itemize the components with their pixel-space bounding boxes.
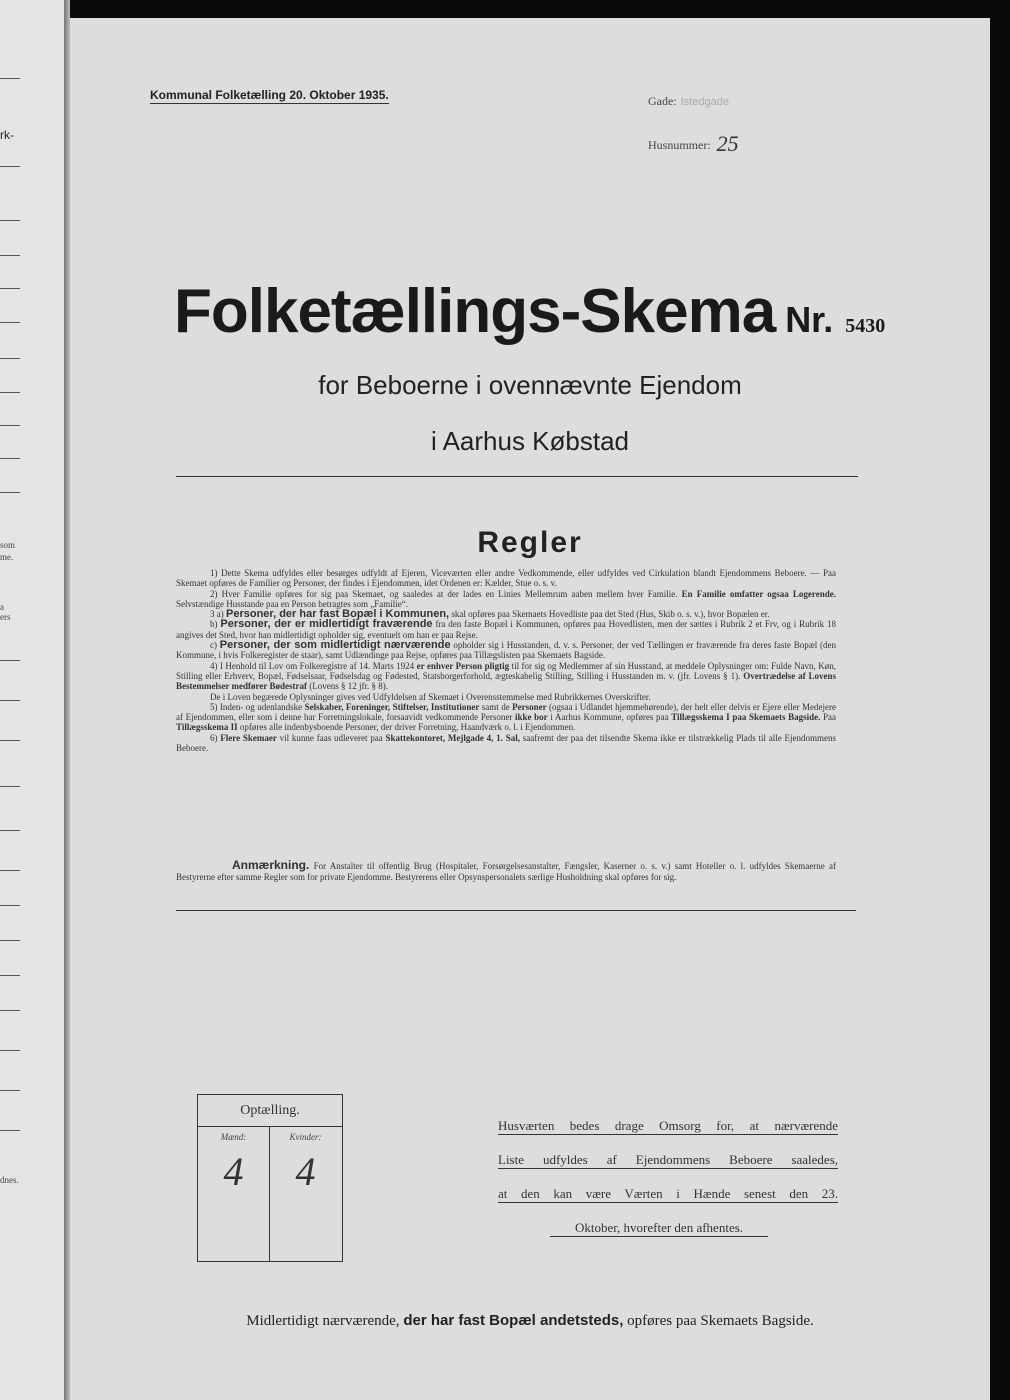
- rule-text: (Lovens § 12 jfr. § 8).: [309, 681, 388, 692]
- rule-1: 1) Dette Skema udfyldes eller besørges udfyldt af Ejeren, Viceværten eller andre Vedkommende, eller udfyldes ved Cirkulation blandt Ejendommens Beboere. — Paa Skemaet opføres de Familier og Personer, der findes i Ejendommen, idet Ordenen er: Kælder, Stue o. s. v.: [176, 568, 836, 589]
- left-page-rule: [0, 660, 20, 661]
- rules-text: [176, 568, 836, 753]
- maend-column: [198, 1126, 270, 1261]
- left-page-rule: [0, 392, 20, 393]
- nr-label: Nr.: [785, 299, 834, 340]
- rule-heading: Personer, der som midlertidigt nærværende: [219, 639, 451, 652]
- footer-text: Midlertidigt nærværende,: [246, 1313, 400, 1329]
- optaelling-box: [197, 1094, 343, 1262]
- left-page-rule: [0, 78, 20, 79]
- left-page-rule: [0, 870, 20, 871]
- rule-bold: Overtrædelse af Lovens Bestemmelser medfører Bødestraf: [176, 670, 837, 692]
- rule-text: i Aarhus Kommune, opføres paa: [550, 712, 669, 723]
- rule-num: 3 a): [210, 609, 224, 620]
- rule-bold: En Familie omfatter ogsaa Logerende.: [681, 588, 836, 599]
- left-page-rule: [0, 940, 20, 941]
- left-page-rule: [0, 700, 20, 701]
- husnummer-value: 25: [716, 131, 739, 156]
- rule-2: [176, 589, 836, 610]
- page-title: [174, 276, 885, 347]
- rule-bold: Flere Skemaer: [220, 732, 277, 743]
- rule-bold: Tillægsskema I paa Skemaets Bagside.: [671, 712, 821, 723]
- rule-text: opholder sig i Husstanden, d. v. s. Personer, der ved Tællingen er fraværende fra deres faste Bopæl (den Kommune, i hvis Folkeregister de staar), samt Udlændinge paa Rejse, opføres paa Tillægslisten paa Skemaets Bagside.: [176, 640, 836, 661]
- regler-heading: Regler: [477, 526, 583, 559]
- rule-bold: Skattekontoret, Mejlgade 4, 1. Sal,: [385, 732, 520, 743]
- notice-line: Liste udfyldes af Ejendommens Beboere saaledes,: [498, 1152, 838, 1167]
- rule-4: [176, 661, 836, 692]
- kvinder-column: [270, 1126, 341, 1261]
- notice-line: Husværten bedes drage Omsorg for, at nærværende: [498, 1118, 838, 1133]
- rule-text: til for sig og Medlemmer af sin Husstand, at meddele Oplysninger om: Fulde Navn, Køn, Stilling eller Erhverv, Bopæl, Fødselsaar, Fødselsdag og Fødested, Statsborgerforhold, ægteskabelig Stilling, Stilling i Husstanden m. v. (jfr. Lovens § 1).: [176, 660, 837, 681]
- left-page-rule: [0, 288, 20, 289]
- rule-text: samt de: [481, 701, 510, 712]
- kvinder-label: Kvinder:: [289, 1132, 322, 1142]
- husnummer-label: Husnummer:: [648, 138, 711, 152]
- rule-bold: Personer: [512, 701, 547, 712]
- rule-text: 4) I Henhold til Lov om Folkeregistre af 14. Marts 1924: [210, 660, 415, 671]
- left-page-text: me.: [0, 552, 14, 562]
- rule-bold: ikke bor: [514, 712, 548, 723]
- rule-3b: [176, 619, 836, 640]
- optaelling-title: Optælling.: [198, 1095, 342, 1127]
- rule-5: [176, 702, 836, 733]
- rule-3c: [176, 640, 836, 661]
- left-page-rule: [0, 166, 20, 167]
- rule-text: opføres alle indenbysboende Personer, der driver Forretning, Haandværk o. l. i Ejendommen.: [239, 722, 576, 733]
- husnummer-row: [648, 131, 739, 157]
- left-page-rule: [0, 975, 20, 976]
- left-page-rule: [0, 1090, 20, 1091]
- rule-text: fra den faste Bopæl i Kommunen, opføres paa Hovedlisten, men der sættes i Rubrik 2 et Frv, og i Rubrik 18 angives det Sted, hvor han midlertidigt opholder sig, eventuelt om han er paa Rejse.: [176, 619, 837, 640]
- gade-label: Gade:: [648, 94, 677, 108]
- subtitle-line-1: for Beboerne i ovennævnte Ejendom: [318, 370, 742, 400]
- left-page-rule: [0, 458, 20, 459]
- left-page-rule: [0, 740, 20, 741]
- left-page-rule: [0, 255, 20, 256]
- rule-text: Paa: [823, 712, 836, 723]
- footer-bold: der har fast Bopæl andetsteds,: [403, 1312, 624, 1329]
- title-text: Folketællings-Skema: [174, 277, 776, 346]
- census-title: Kommunal Folketælling 20. Oktober 1935.: [150, 88, 389, 102]
- anmaerkning: [176, 860, 836, 882]
- left-page-rule: [0, 1050, 20, 1051]
- rule-bold: Selskaber, Foreninger, Stiftelser, Institutioner: [304, 701, 480, 712]
- left-page-rule: [0, 322, 20, 323]
- subtitle-line-2: i Aarhus Købstad: [431, 426, 629, 456]
- maend-count: 4: [223, 1149, 244, 1194]
- left-page-rule: [0, 492, 20, 493]
- nr-value: 5430: [845, 315, 886, 337]
- left-page-rule: [0, 830, 20, 831]
- rule-text: (ogsaa i Udlandet hjemmehørende), der helt eller delvis er Ejere eller Medejere af Ejendommen, eller som i denne har Forretningslokale, forsaavidt vedkommende Personer: [176, 701, 837, 723]
- left-page-rule: [0, 786, 20, 787]
- rule-bold: er enhver Person pligtig: [416, 660, 510, 671]
- rule-text: vil kunne faas udleveret paa: [279, 732, 383, 743]
- gade-row: [648, 94, 729, 109]
- rule-num: 6): [210, 732, 218, 743]
- rule-text: 5) Inden- og udenlandske: [210, 701, 303, 712]
- left-page-rule: [0, 358, 20, 359]
- notice-line: at den kan være Værten i Hænde senest den 23.: [498, 1186, 838, 1201]
- divider: [176, 476, 858, 477]
- rule-bold: Tillægsskema II: [176, 722, 238, 733]
- rule-num: b): [210, 619, 218, 630]
- left-page-text: rk-: [0, 128, 14, 142]
- left-page-rule: [0, 425, 20, 426]
- maend-label: Mænd:: [220, 1132, 247, 1142]
- census-form-page: [70, 18, 990, 1400]
- left-page-rule: [0, 905, 20, 906]
- left-page-rule: [0, 1010, 20, 1011]
- left-page-text: ers: [0, 612, 11, 622]
- rule-num: c): [210, 640, 217, 651]
- left-page-text: som: [0, 540, 16, 550]
- anmaerkning-paragraph: [176, 860, 836, 882]
- rule-heading: Personer, der er midlertidigt fraværende: [220, 618, 433, 631]
- left-page-fragment: [0, 0, 64, 1400]
- left-page-text: dnes.: [0, 1175, 19, 1185]
- gade-value: Istedgade: [680, 96, 729, 108]
- rule-6: [176, 733, 836, 754]
- rule-text: saafremt der paa det tilsendte Skema ikke er tilstrækkelig Plads til alle Ejendommens Beboere.: [176, 732, 837, 754]
- footer-note: [70, 1312, 990, 1330]
- left-page-text: a: [0, 602, 4, 612]
- divider: [176, 910, 856, 911]
- rule-text: 2) Hver Familie opføres for sig paa Skemaet, og saaledes at der lades en Linies Mellemrum aaben mellem hver Familie.: [210, 588, 678, 599]
- left-page-rule: [0, 1130, 20, 1131]
- rule-text: Selvstændige Husstande paa en Person betragtes som „Familie“.: [176, 598, 408, 609]
- rule-4-cont: De i Loven begærede Oplysninger gives ved Udfyldelsen af Skemaet i Overensstemmelse med Rubrikkernes Overskrifter.: [210, 691, 651, 702]
- notice-line: Oktober, hvorefter den afhentes.: [550, 1220, 768, 1237]
- kvinder-count: 4: [295, 1149, 316, 1194]
- anmaerkning-text: For Anstalter til offentlig Brug (Hospitaler, Forsørgelsesanstalter, Fængsler, Kaserner o. s. v.) samt Hoteller o. l. udfyldes Skemaerne af Bestyrerne efter samme Regler som for private Ejendomme. Bestyrerens eller Opsynspersonalets særlige Husholdning skal opføres for sig.: [176, 861, 837, 882]
- rule-heading: Personer, der har fast Bopæl i Kommunen,: [226, 608, 450, 621]
- rule-text: skal opføres paa Skemaets Hovedliste paa det Sted (Hus, Skib o. s. v.), hvor Bopælen er.: [451, 609, 770, 620]
- anmaerkning-label: Anmærkning.: [232, 858, 310, 872]
- left-page-rule: [0, 220, 20, 221]
- footer-text: opføres paa Skemaets Bagside.: [627, 1313, 814, 1329]
